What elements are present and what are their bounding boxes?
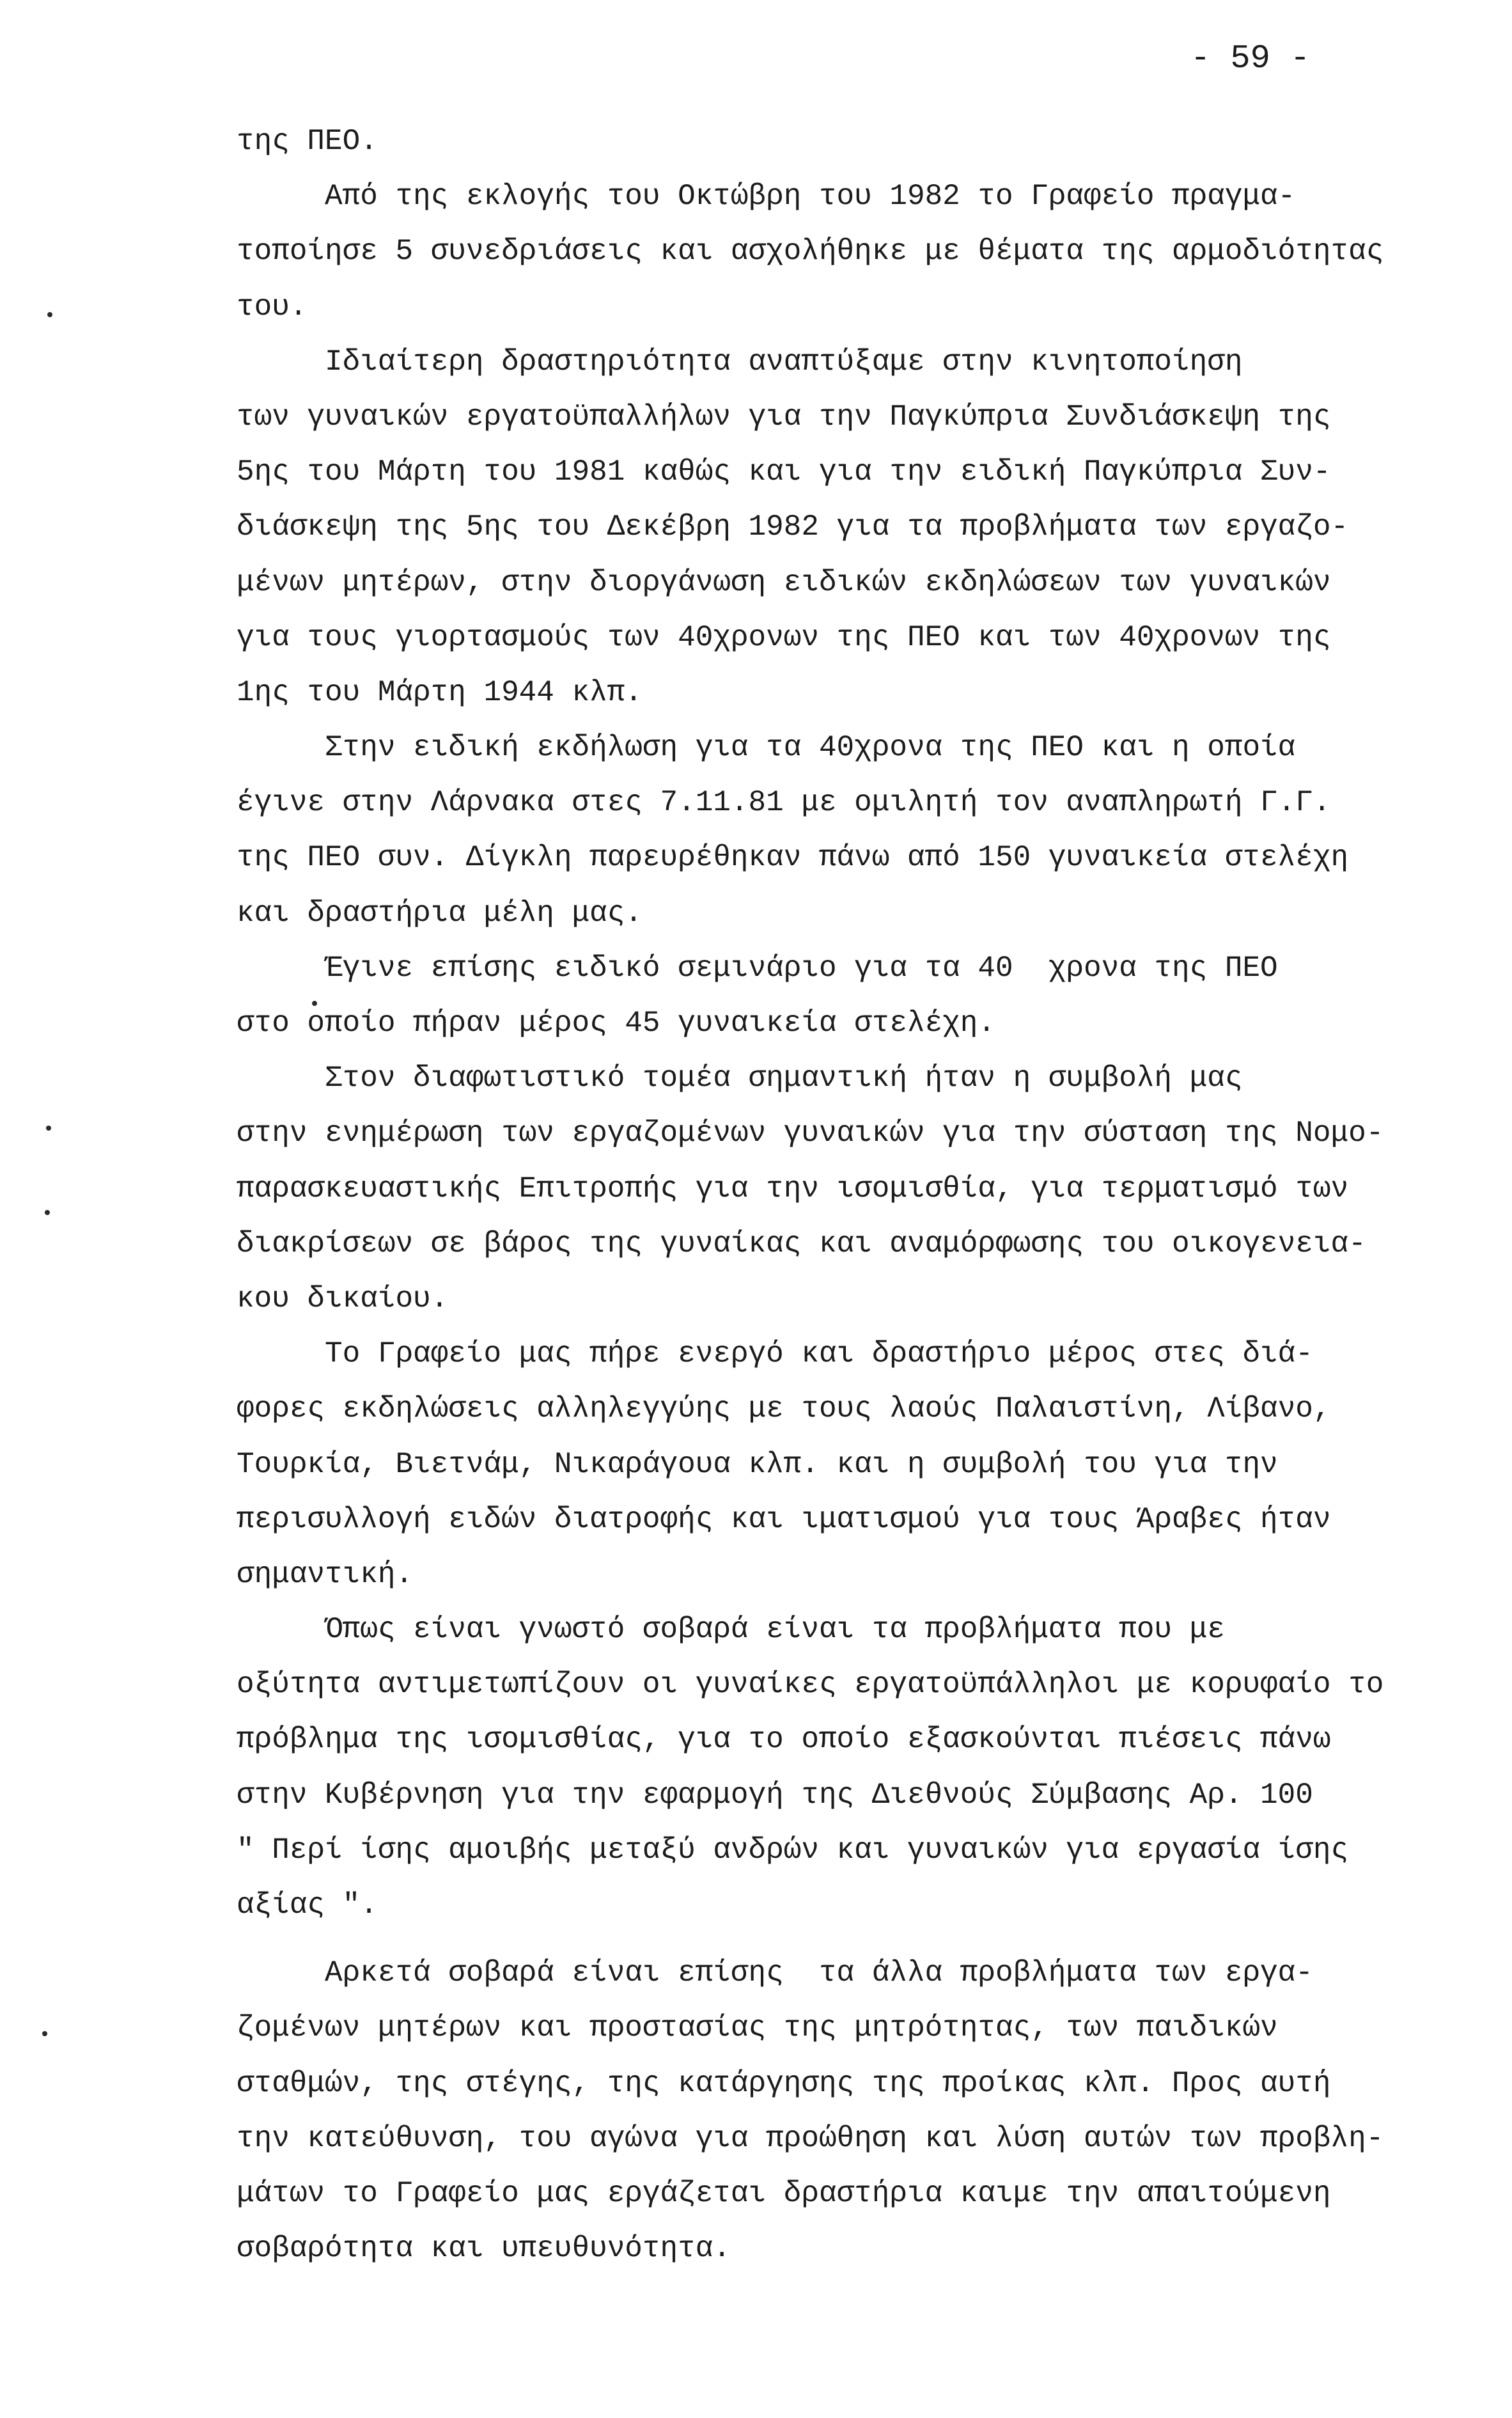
text-line: τοποίησε 5 συνεδριάσεις και ασχολήθηκε με θέματα της αρμοδιότητας — [237, 235, 1384, 269]
text-line: έγινε στην Λάρνακα στες 7.11.81 με ομιλητή τον αναπληρωτή Γ.Γ. — [237, 786, 1331, 820]
text-line: στην ενημέρωση των εργαζομένων γυναικών για την σύσταση της Νομο- — [237, 1117, 1384, 1150]
text-line: φορες εκδηλώσεις αλληλεγγύης με τους λαούς Παλαιστίνη, Λίβανο, — [237, 1392, 1331, 1426]
text-line: " Περί ίσης αμοιβής μεταξύ ανδρών και γυναικών για εργασία ίσης — [237, 1833, 1349, 1867]
text-line: της ΠΕΟ συν. Δίγκλη παρευρέθηκαν πάνω από 150 γυναικεία στελέχη — [237, 841, 1349, 875]
text-line: αξίας ". — [237, 1888, 378, 1922]
text-line: στην Κυβέρνηση για την εφαρμογή της Διεθνούς Σύμβασης Αρ. 100 — [237, 1778, 1313, 1812]
text-line: μένων μητέρων, στην διοργάνωση ειδικών εκδηλώσεων των γυναικών — [237, 565, 1331, 599]
scan-speck — [46, 1126, 51, 1131]
text-line: ζομένων μητέρων και προστασίας της μητρότητας, των παιδικών — [237, 2011, 1278, 2045]
text-line: κου δικαίου. — [237, 1282, 449, 1315]
text-line: σταθμών, της στέγης, της κατάργησης της προίκας κλπ. Προς αυτή — [237, 2066, 1331, 2100]
scan-speck — [42, 2031, 47, 2036]
text-line: των γυναικών εργατοϋπαλλήλων για την Παγκύπρια Συνδιάσκεψη της — [237, 400, 1331, 434]
text-line: Έγινε επίσης ειδικό σεμινάριο για τα 40 χρονα της ΠΕΟ — [237, 951, 1278, 985]
text-line: Ιδιαίτερη δραστηριότητα αναπτύξαμε στην κινητοποίηση — [237, 345, 1243, 379]
text-line: στο οποίο πήραν μέρος 45 γυναικεία στελέχη. — [237, 1007, 995, 1040]
text-line: παρασκευαστικής Επιτροπής για την ισομισθία, για τερματισμό των — [237, 1172, 1349, 1205]
text-line: του. — [237, 290, 308, 324]
text-line: και δραστήρια μέλη μας. — [237, 896, 643, 930]
text-line: για τους γιορτασμούς των 40χρονων της ΠΕΟ και των 40χρονων της — [237, 620, 1331, 654]
scan-speck — [45, 1210, 50, 1215]
text-line: 5ης του Μάρτη του 1981 καθώς και για την ειδική Παγκύπρια Συν- — [237, 455, 1331, 489]
scan-speck — [312, 1001, 317, 1006]
text-line: σημαντική. — [237, 1557, 414, 1591]
text-line: Αρκετά σοβαρά είναι επίσης τα άλλα προβλήματα των εργα- — [237, 1956, 1313, 1990]
text-line: 1ης του Μάρτη 1944 κλπ. — [237, 675, 643, 709]
paragraph-gap — [237, 1933, 1483, 1945]
text-line: διάσκεψη της 5ης του Δεκέβρη 1982 για τα προβλήματα των εργαζο- — [237, 510, 1349, 544]
text-line: σοβαρότητα και υπευθυνότητα. — [237, 2232, 731, 2266]
text-line: Όπως είναι γνωστό σοβαρά είναι τα προβλήματα που με — [237, 1613, 1225, 1647]
text-line: Το Γραφείο μας πήρε ενεργό και δραστήριο μέρος στες διά- — [237, 1337, 1313, 1371]
text-line: περισυλλογή ειδών διατροφής και ιματισμού για τους Άραβες ήταν — [237, 1502, 1331, 1536]
text-line: της ΠΕΟ. — [237, 125, 378, 158]
text-line: Τουρκία, Βιετνάμ, Νικαράγουα κλπ. και η συμβολή του για την — [237, 1447, 1278, 1481]
body-text — [237, 114, 1483, 2276]
text-line: οξύτητα αντιμετωπίζουν οι γυναίκες εργατοϋπάλληλοι με κορυφαίο το — [237, 1668, 1384, 1702]
text-line: Από της εκλογής του Οκτώβρη του 1982 το Γραφείο πραγμα- — [237, 180, 1296, 214]
scan-speck — [47, 312, 52, 317]
text-line: την κατεύθυνση, του αγώνα για προώθηση και λύση αυτών των προβλη- — [237, 2121, 1384, 2155]
text-line: μάτων το Γραφείο μας εργάζεται δραστήρια καιμε την απαιτούμενη — [237, 2176, 1331, 2210]
text-line: Στον διαφωτιστικό τομέα σημαντική ήταν η συμβολή μας — [237, 1062, 1243, 1095]
page-number: - 59 - — [1190, 40, 1311, 77]
text-line: Στην ειδική εκδήλωση για τα 40χρονα της ΠΕΟ και η οποία — [237, 731, 1296, 765]
text-line: διακρίσεων σε βάρος της γυναίκας και αναμόρφωσης του οικογενεια- — [237, 1227, 1366, 1260]
text-line: πρόβλημα της ισομισθίας, για το οποίο εξασκούνται πιέσεις πάνω — [237, 1723, 1331, 1757]
